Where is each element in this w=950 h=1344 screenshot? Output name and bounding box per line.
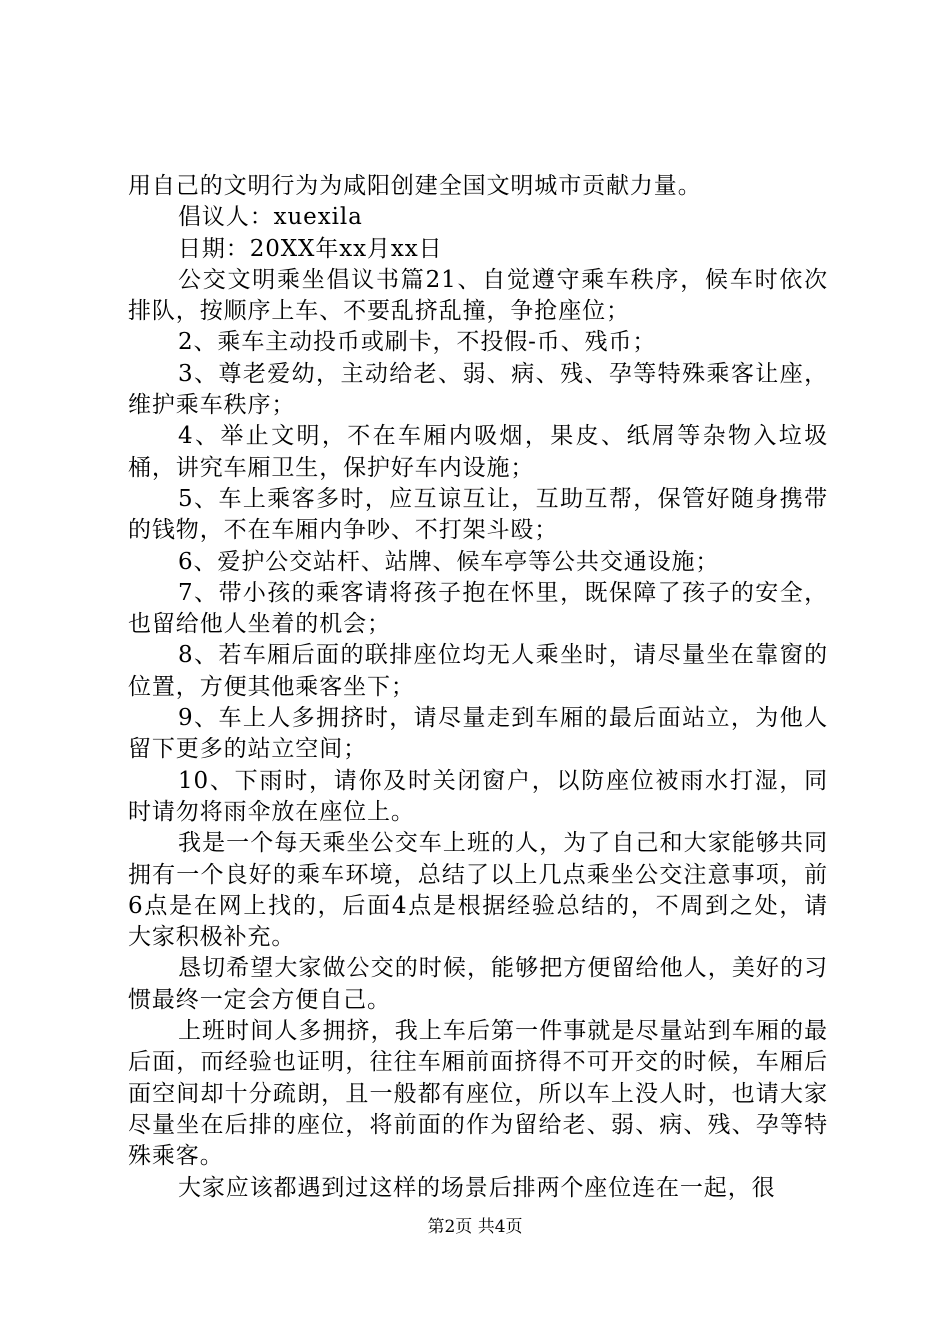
paragraph: 10、下雨时，请你及时关闭窗户，以防座位被雨水打湿，同时请勿将雨伞放在座位上。 — [128, 767, 828, 825]
paragraph: 恳切希望大家做公交的时候，能够把方便留给他人，美好的习惯最终一定会方便自己。 — [128, 955, 828, 1013]
paragraph: 7、带小孩的乘客请将孩子抱在怀里，既保障了孩子的安全，也留给他人坐着的机会； — [128, 579, 828, 638]
document-body — [128, 171, 828, 1204]
paragraph: 5、车上乘客多时，应互谅互让，互助互帮，保管好随身携带的钱物，不在车厢内争吵、不打架斗殴； — [128, 485, 828, 544]
paragraph-date: 日期：20XX年xx月xx日 — [178, 235, 443, 262]
paragraph: 3、尊老爱幼，主动给老、弱、病、残、孕等特殊乘客让座，维护乘车秩序； — [128, 360, 828, 419]
paragraph: 大家应该都遇到过这样的场景后排两个座位连在一起，很 — [178, 1174, 776, 1201]
paragraph: 上班时间人多拥挤，我上车后第一件事就是尽量站到车厢的最后面，而经验也证明，往往车厢前面挤得不可开交的时候，车厢后面空间却十分疏朗，且一般都有座位，所以车上没人时，也请大家尽量坐在后排的座位，将前面的作为留给老、弱、病、残、孕等特殊乘客。 — [128, 1018, 828, 1170]
paragraph: 2、乘车主动投币或刷卡，不投假-币、残币； — [178, 329, 657, 356]
paragraph: 6、爱护公交站杆、站牌、候车亭等公共交通设施； — [178, 548, 720, 575]
paragraph-proposer: 倡议人：xuexila — [178, 204, 363, 231]
paragraph: 9、车上人多拥挤时，请尽量走到车厢的最后面站立，为他人留下更多的站立空间； — [128, 705, 828, 763]
paragraph: 用自己的文明行为为咸阳创建全国文明城市贡献力量。 — [128, 173, 702, 199]
page-number-footer: 第2页 共4页 — [427, 1217, 523, 1237]
paragraph: 8、若车厢后面的联排座位均无人乘坐时，请尽量坐在靠窗的位置，方便其他乘客坐下； — [128, 642, 828, 700]
paragraph: 4、举止文明，不在车厢内吸烟，果皮、纸屑等杂物入垃圾桶，讲究车厢卫生，保护好车内设施； — [128, 423, 828, 481]
paragraph: 公交文明乘坐倡议书篇21、自觉遵守乘车秩序，候车时依次排队，按顺序上车、不要乱挤乱撞，争抢座位； — [128, 266, 828, 325]
paragraph: 我是一个每天乘坐公交车上班的人，为了自己和大家能够共同拥有一个良好的乘车环境，总结了以上几点乘坐公交注意事项，前6点是在网上找的，后面4点是根据经验总结的，不周到之处，请大家积极补充。 — [128, 830, 828, 951]
